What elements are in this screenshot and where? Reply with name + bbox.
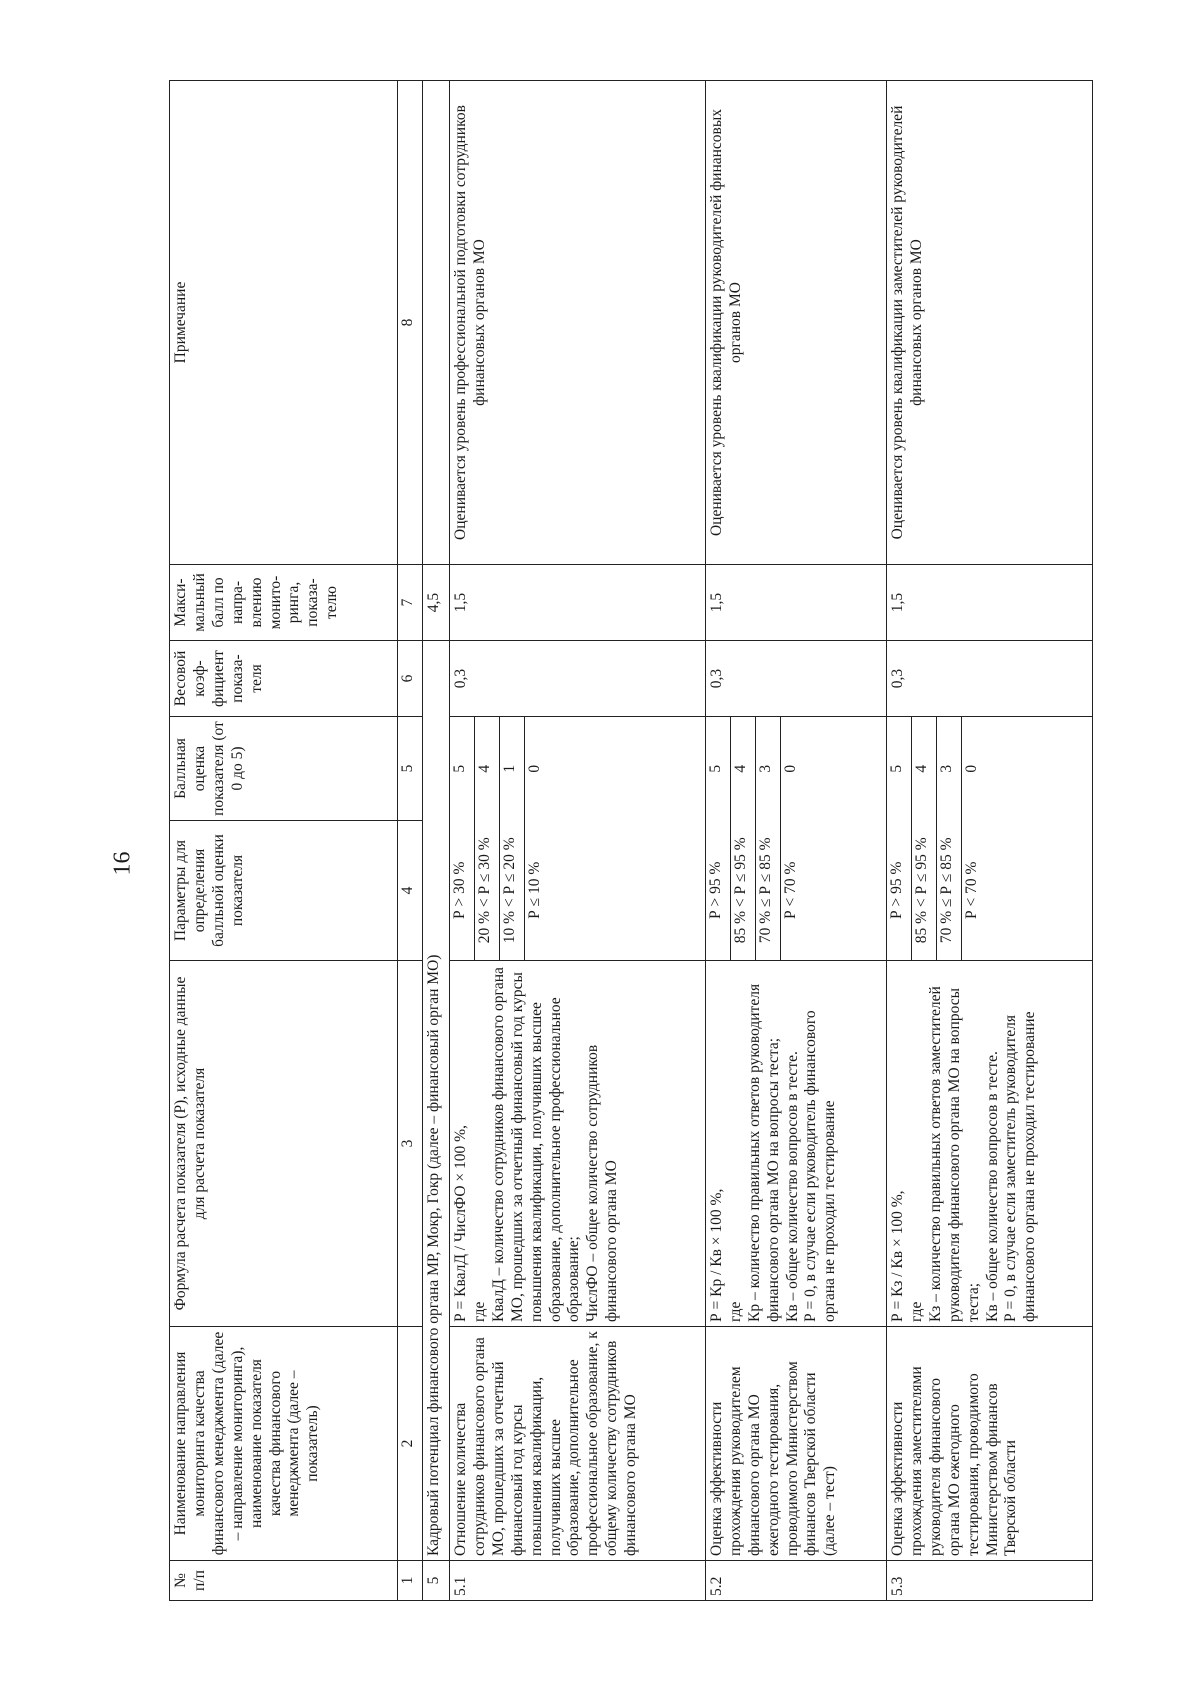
formula-line: где xyxy=(470,1301,488,1322)
score-value: 0 xyxy=(525,717,550,821)
column-number: 2 xyxy=(398,1327,423,1561)
header-cell: № п/п xyxy=(170,1561,398,1601)
column-number-row xyxy=(398,81,423,1601)
score-value: 5 xyxy=(887,764,905,773)
param-score-table xyxy=(887,717,986,960)
column-number: 4 xyxy=(398,821,423,961)
weight-value: 0,3 xyxy=(886,641,1092,717)
header-cell: Формула расчета показателя (P), исходные данные для расчета показателя xyxy=(170,961,398,1327)
param-score-table xyxy=(450,717,549,960)
indicator-row xyxy=(705,81,886,1601)
formula-line: Кв – общее количество вопросов в тесте. xyxy=(983,1051,1001,1322)
formula-line: Р = КвалД / ЧислФО × 100 %, xyxy=(452,1125,469,1322)
formula-line: Р = 0, в случае если заместитель руководителя финансового органа не проходил тестирование xyxy=(1002,1011,1039,1322)
score-value: 0 xyxy=(961,717,986,821)
indicator-table xyxy=(169,80,1093,1601)
max-score: 1,5 xyxy=(450,565,706,641)
indicator-row xyxy=(450,81,706,1601)
param-value: 10 % < Р ≤ 20 % xyxy=(500,821,525,960)
section-note-empty xyxy=(423,81,450,565)
formula-line: Кр – количество правильных ответов руководителя финансового органа МО на вопросы теста; xyxy=(745,983,782,1322)
param-value: Р ≤ 10 % xyxy=(525,821,550,960)
param-value: Р > 30 % xyxy=(451,861,468,919)
indicator-name: Оценка эффективности прохождения заместителями руководителя финансового органа МО ежегодного тестирования, проводимого Министерством финансов Тверской области xyxy=(886,1327,1092,1561)
indicator-formula xyxy=(450,961,706,1327)
column-number: 1 xyxy=(398,1561,423,1601)
score-value: 4 xyxy=(730,717,755,821)
formula-line: Р = 0, в случае если руководитель финансового органа не проходил тестирование xyxy=(802,1010,839,1322)
weight-value: 0,3 xyxy=(705,641,886,717)
column-number: 5 xyxy=(398,717,423,821)
weight-value: 0,3 xyxy=(450,641,706,717)
note: Оценивается уровень квалификации руководителей финансовых органов МО xyxy=(705,81,886,565)
indicator-name: Оценка эффективности прохождения руководителем финансового органа МО ежегодного тестирования, проводимого Министерством финансов Тверской области (далее – тест) xyxy=(705,1327,886,1561)
section-row xyxy=(423,81,450,1601)
max-score: 1,5 xyxy=(886,565,1092,641)
score-value: 3 xyxy=(936,717,961,821)
indicator-formula xyxy=(705,961,886,1327)
header-cell: Макси-мальный балл по напра-влению монито-ринга, показа-телю xyxy=(170,565,398,641)
formula-line: где xyxy=(907,1301,925,1322)
formula-line: Р = Кр / Кв × 100 %, xyxy=(707,1188,725,1322)
formula-line: Р = Кз / Кв × 100 %, xyxy=(888,1190,906,1322)
score-parameters xyxy=(886,717,1092,961)
header-cell: Примечание xyxy=(170,81,398,565)
score-parameters xyxy=(705,717,886,961)
param-value: 70 % ≤ Р ≤ 85 % xyxy=(936,821,961,960)
score-value: 3 xyxy=(755,717,780,821)
header-cell: Балльная оценка показателя (от 0 до 5) xyxy=(170,717,398,821)
formula-line: где xyxy=(726,1301,744,1322)
rotated-table-wrapper xyxy=(169,81,1093,1601)
formula-line: ЧислФО – общее количество сотрудников финансового органа МО xyxy=(584,1044,621,1322)
indicator-name: Отношение количества сотрудников финансового органа МО, прошедших за отчетный финансовый год курсы повышения квалификации, получивших высшее образование, дополнительное профессиональное образование, к общему количеству сотрудников финансового органа МО xyxy=(450,1327,706,1561)
header-cell: Параметры для определения балльной оценки показателя xyxy=(170,821,398,961)
param-value: 85 % < Р ≤ 95 % xyxy=(911,821,936,960)
formula-line: Кв – общее количество вопросов в тесте. xyxy=(783,1051,801,1322)
column-number: 6 xyxy=(398,641,423,717)
header-cell: Наименование направления мониторинга качества финансового менеджмента (далее – направление мониторинга), наименование показателя качества финансового менеджмента (далее – показатель) xyxy=(170,1327,398,1561)
formula-line: Кз – количество правильных ответов заместителей руководителя финансового органа МО на вопросы теста; xyxy=(926,986,982,1322)
formula-line: КвалД – количество сотрудников финансового органа МО, прошедших за отчетный финансовый год курсы повышения квалификации, получивших высшее образование, дополнительное профессиональное образование; xyxy=(489,967,583,1322)
header-row xyxy=(170,81,398,1601)
param-value: 70 % ≤ Р ≤ 85 % xyxy=(755,821,780,960)
row-number: 5.3 xyxy=(886,1561,1092,1601)
score-parameters xyxy=(450,717,706,961)
section-max-score: 4,5 xyxy=(423,565,450,641)
indicator-formula xyxy=(886,961,1092,1327)
param-value: Р > 95 % xyxy=(887,861,905,919)
param-value: Р > 95 % xyxy=(706,861,724,919)
page-number: 16 xyxy=(109,851,136,876)
note: Оценивается уровень профессиональной подготовки сотрудников финансовых органов МО xyxy=(450,81,706,565)
score-value: 5 xyxy=(451,764,468,773)
indicator-row xyxy=(886,81,1092,1601)
param-score-table xyxy=(706,717,805,960)
param-value: Р < 70 % xyxy=(961,821,986,960)
column-number: 3 xyxy=(398,961,423,1327)
column-number: 7 xyxy=(398,565,423,641)
header-cell: Весовой коэф-фициент показа-теля xyxy=(170,641,398,717)
score-value: 1 xyxy=(500,717,525,821)
max-score: 1,5 xyxy=(705,565,886,641)
score-value: 4 xyxy=(475,717,500,821)
row-number: 5.1 xyxy=(450,1561,706,1601)
section-title: Кадровый потенциал финансового органа МР, Мокр, Гокр (далее – финансовый орган МО) xyxy=(423,641,450,1561)
param-value: 85 % < Р ≤ 95 % xyxy=(730,821,755,960)
row-number: 5.2 xyxy=(705,1561,886,1601)
score-value: 4 xyxy=(911,717,936,821)
section-number: 5 xyxy=(423,1561,450,1601)
column-number: 8 xyxy=(398,81,423,565)
note: Оценивается уровень квалификации заместителей руководителей финансовых органов МО xyxy=(886,81,1092,565)
param-value: Р < 70 % xyxy=(780,821,805,960)
param-value: 20 % < Р ≤ 30 % xyxy=(475,821,500,960)
score-value: 0 xyxy=(780,717,805,821)
score-value: 5 xyxy=(706,764,724,773)
